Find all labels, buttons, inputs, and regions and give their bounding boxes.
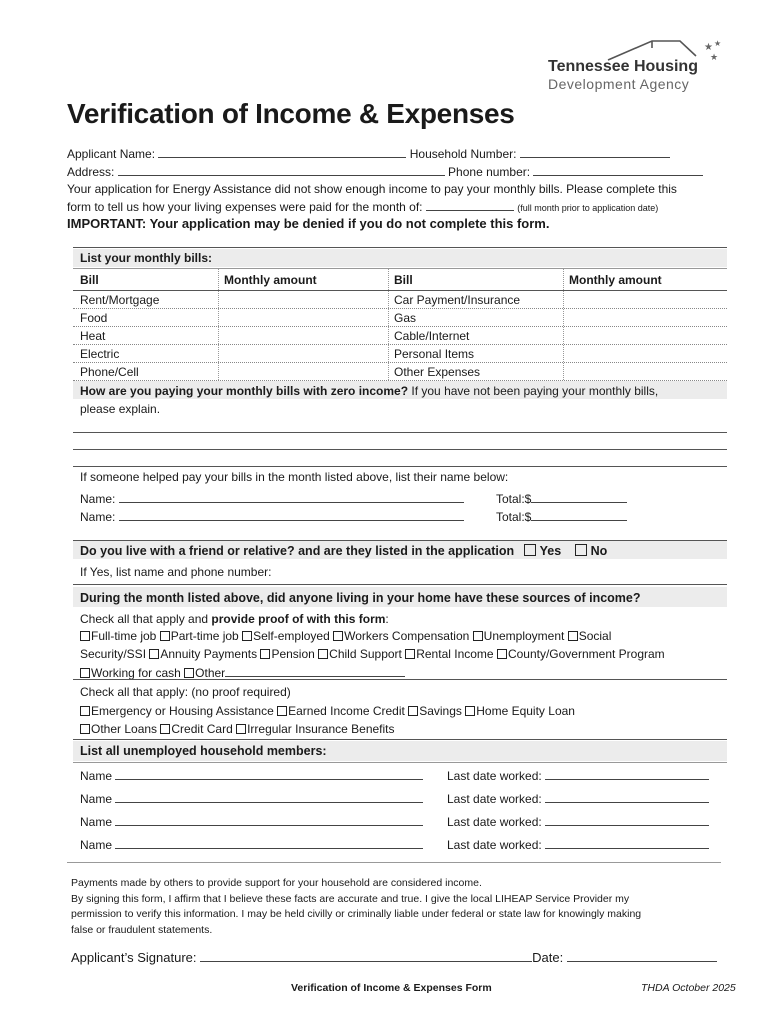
option-label: Emergency or Housing Assistance xyxy=(91,704,274,718)
svg-text:★: ★ xyxy=(714,39,722,48)
option-label: Self-employed xyxy=(253,629,330,643)
applicant-name-field[interactable] xyxy=(158,146,406,158)
option-label: Pension xyxy=(271,647,315,661)
option-checkbox[interactable] xyxy=(160,631,170,641)
option-label: Child Support xyxy=(329,647,402,661)
bill-right-label: Gas xyxy=(394,311,417,325)
unemployed-name-label: Name xyxy=(80,769,113,783)
option-checkbox[interactable] xyxy=(160,724,170,734)
bill-left-amount[interactable] xyxy=(219,363,387,380)
unemployed-heading: List all unemployed household members: xyxy=(80,744,327,758)
explain-line-3[interactable] xyxy=(73,466,727,467)
unemployed-name-field[interactable] xyxy=(115,791,423,803)
income-heading: During the month listed above, did anyone living in your home have these sources of income? xyxy=(80,591,641,605)
helper-total-field-1[interactable] xyxy=(531,491,627,503)
bill-right-amount[interactable] xyxy=(564,345,727,362)
address-field[interactable] xyxy=(118,164,445,176)
bill-left-label: Food xyxy=(80,311,108,325)
svg-text:★: ★ xyxy=(710,52,719,62)
phone-field[interactable] xyxy=(533,164,703,176)
bill-right-amount[interactable] xyxy=(564,291,727,308)
last-date-field[interactable] xyxy=(545,814,709,826)
option-checkbox[interactable] xyxy=(80,631,90,641)
unemployed-name-field[interactable] xyxy=(115,768,423,780)
zero-income-question: How are you paying your monthly bills with zero income? xyxy=(80,384,409,398)
option-checkbox[interactable] xyxy=(242,631,252,641)
helper-total-label: Total:$ xyxy=(496,510,532,524)
option-label: Unemployment xyxy=(483,629,565,643)
helper-name-field-2[interactable] xyxy=(119,509,464,521)
unemployed-name-field[interactable] xyxy=(115,814,423,826)
logo-line2: Development Agency xyxy=(548,76,690,92)
zero-income-line2: please explain. xyxy=(80,402,161,416)
unemployed-name-field[interactable] xyxy=(115,837,423,849)
option-label: Full-time job xyxy=(91,629,157,643)
intro-line2: form to tell us how your living expenses were paid for the month of: xyxy=(67,200,423,214)
option-label: Irregular Insurance Benefits xyxy=(247,722,395,736)
bill-left-amount[interactable] xyxy=(219,309,387,326)
unemployed-name-label: Name xyxy=(80,815,113,829)
helper-total-label: Total:$ xyxy=(496,492,532,506)
option-label: Annuity Payments xyxy=(160,647,258,661)
noproof-instr: Check all that apply: (no proof required) xyxy=(80,685,291,699)
living-followup: If Yes, list name and phone number: xyxy=(80,565,272,579)
option-label: Credit Card xyxy=(171,722,233,736)
bill-right-amount[interactable] xyxy=(564,309,727,326)
last-date-field[interactable] xyxy=(545,837,709,849)
option-checkbox[interactable] xyxy=(497,649,507,659)
helper-name-label: Name: xyxy=(80,510,116,524)
bills-col-amount-left: Monthly amount xyxy=(224,273,317,287)
option-checkbox[interactable] xyxy=(405,649,415,659)
bill-right-amount[interactable] xyxy=(564,327,727,344)
option-checkbox[interactable] xyxy=(408,706,418,716)
option-checkbox[interactable] xyxy=(80,668,90,678)
date-label: Date: xyxy=(532,950,564,965)
option-label: Earned Income Credit xyxy=(288,704,405,718)
disclaimer-l1: Payments made by others to provide support for your household are considered income. xyxy=(71,877,482,889)
option-label: County/Government Program xyxy=(507,647,665,661)
income-instr-a: Check all that apply and xyxy=(80,612,212,626)
option-label: Part-time job xyxy=(170,629,239,643)
option-checkbox[interactable] xyxy=(260,649,270,659)
option-checkbox[interactable] xyxy=(149,649,159,659)
unemployed-name-label: Name xyxy=(80,838,113,852)
last-date-label: Last date worked: xyxy=(447,815,542,829)
applicant-name-label: Applicant Name: xyxy=(67,147,156,161)
zero-income-rest: If you have not been paying your monthly bills, xyxy=(408,384,659,398)
unemployed-name-label: Name xyxy=(80,792,113,806)
agency-logo xyxy=(540,38,730,98)
option-checkbox[interactable] xyxy=(473,631,483,641)
bill-right-label: Other Expenses xyxy=(394,365,481,379)
option-checkbox[interactable] xyxy=(465,706,475,716)
disclaimer-l3: permission to verify this information. I may be held civilly or criminally liable under federal or state law for knowingly making xyxy=(71,908,642,920)
explain-line-2[interactable] xyxy=(73,449,727,450)
helper-name-field-1[interactable] xyxy=(119,491,464,503)
footer-form-name: Verification of Income & Expenses Form xyxy=(291,982,492,994)
bill-right-amount[interactable] xyxy=(564,363,727,380)
option-label: Workers Compensation xyxy=(344,629,470,643)
option-checkbox[interactable] xyxy=(277,706,287,716)
explain-line-1[interactable] xyxy=(73,432,727,433)
bill-left-amount[interactable] xyxy=(219,345,387,362)
option-label: Savings xyxy=(419,704,462,718)
income-instr-b: provide proof of with this form xyxy=(211,612,386,626)
other-income-field[interactable] xyxy=(225,665,405,677)
bill-left-amount[interactable] xyxy=(219,291,387,308)
last-date-label: Last date worked: xyxy=(447,792,542,806)
bill-left-label: Rent/Mortgage xyxy=(80,293,160,307)
bill-left-amount[interactable] xyxy=(219,327,387,344)
bills-heading: List your monthly bills: xyxy=(80,251,213,265)
opt-row2-lead: Security/SSI xyxy=(80,647,147,661)
address-label: Address: xyxy=(67,165,115,179)
option-checkbox[interactable] xyxy=(80,724,90,734)
helpers-intro: If someone helped pay your bills in the month listed above, list their name below: xyxy=(80,470,509,484)
option-label: Other Loans xyxy=(91,722,158,736)
page-title: Verification of Income & Expenses xyxy=(67,98,515,129)
bills-col-bill-right: Bill xyxy=(394,273,413,287)
no-label: No xyxy=(590,544,608,558)
option-checkbox[interactable] xyxy=(568,631,578,641)
living-question: Do you live with a friend or relative? and are they listed in the application xyxy=(80,544,515,558)
option-checkbox[interactable] xyxy=(236,724,246,734)
option-label: Other xyxy=(195,666,226,680)
helper-total-field-2[interactable] xyxy=(531,509,627,521)
option-label: Working for cash xyxy=(91,666,181,680)
important-notice: IMPORTANT: Your application may be denied if you do not complete this form. xyxy=(67,216,550,231)
helper-name-label: Name: xyxy=(80,492,116,506)
yes-checkbox[interactable] xyxy=(524,544,536,556)
option-checkbox[interactable] xyxy=(184,668,194,678)
footer-version: THDA October 2025 xyxy=(641,982,736,994)
bill-left-label: Electric xyxy=(80,347,120,361)
month-field[interactable] xyxy=(426,199,514,211)
svg-text:★: ★ xyxy=(704,42,713,53)
option-checkbox[interactable] xyxy=(318,649,328,659)
last-date-label: Last date worked: xyxy=(447,769,542,783)
last-date-label: Last date worked: xyxy=(447,838,542,852)
signature-field[interactable] xyxy=(200,948,532,962)
colon-text: : xyxy=(385,612,389,626)
signature-label: Applicant’s Signature: xyxy=(71,950,197,965)
option-label: Home Equity Loan xyxy=(476,704,575,718)
option-checkbox[interactable] xyxy=(333,631,343,641)
yes-label: Yes xyxy=(539,544,562,558)
phone-label: Phone number: xyxy=(448,165,531,179)
bill-left-label: Phone/Cell xyxy=(80,365,139,379)
no-checkbox[interactable] xyxy=(575,544,587,556)
last-date-field[interactable] xyxy=(545,791,709,803)
bill-right-label: Car Payment/Insurance xyxy=(394,293,521,307)
intro-line1: Your application for Energy Assistance did not show enough income to pay your monthly bills. Please complete this xyxy=(67,182,677,196)
household-number-label: Household Number: xyxy=(409,147,517,161)
last-date-field[interactable] xyxy=(545,768,709,780)
month-note: (full month prior to application date) xyxy=(517,203,659,213)
bills-col-bill-left: Bill xyxy=(80,273,99,287)
option-label: Social xyxy=(578,629,612,643)
bills-col-amount-right: Monthly amount xyxy=(569,273,662,287)
disclaimer-l2: By signing this form, I affirm that I believe these facts are accurate and true. I give the local LIHEAP Service Provider my xyxy=(71,893,630,905)
logo-line1: Tennessee Housing xyxy=(548,58,698,75)
bill-right-label: Cable/Internet xyxy=(394,329,470,343)
household-number-field[interactable] xyxy=(520,146,670,158)
bill-right-label: Personal Items xyxy=(394,347,475,361)
date-field[interactable] xyxy=(567,948,717,962)
disclaimer-l4: false or fraudulent statements. xyxy=(71,924,213,936)
bill-left-label: Heat xyxy=(80,329,106,343)
option-label: Rental Income xyxy=(416,647,494,661)
option-checkbox[interactable] xyxy=(80,706,90,716)
